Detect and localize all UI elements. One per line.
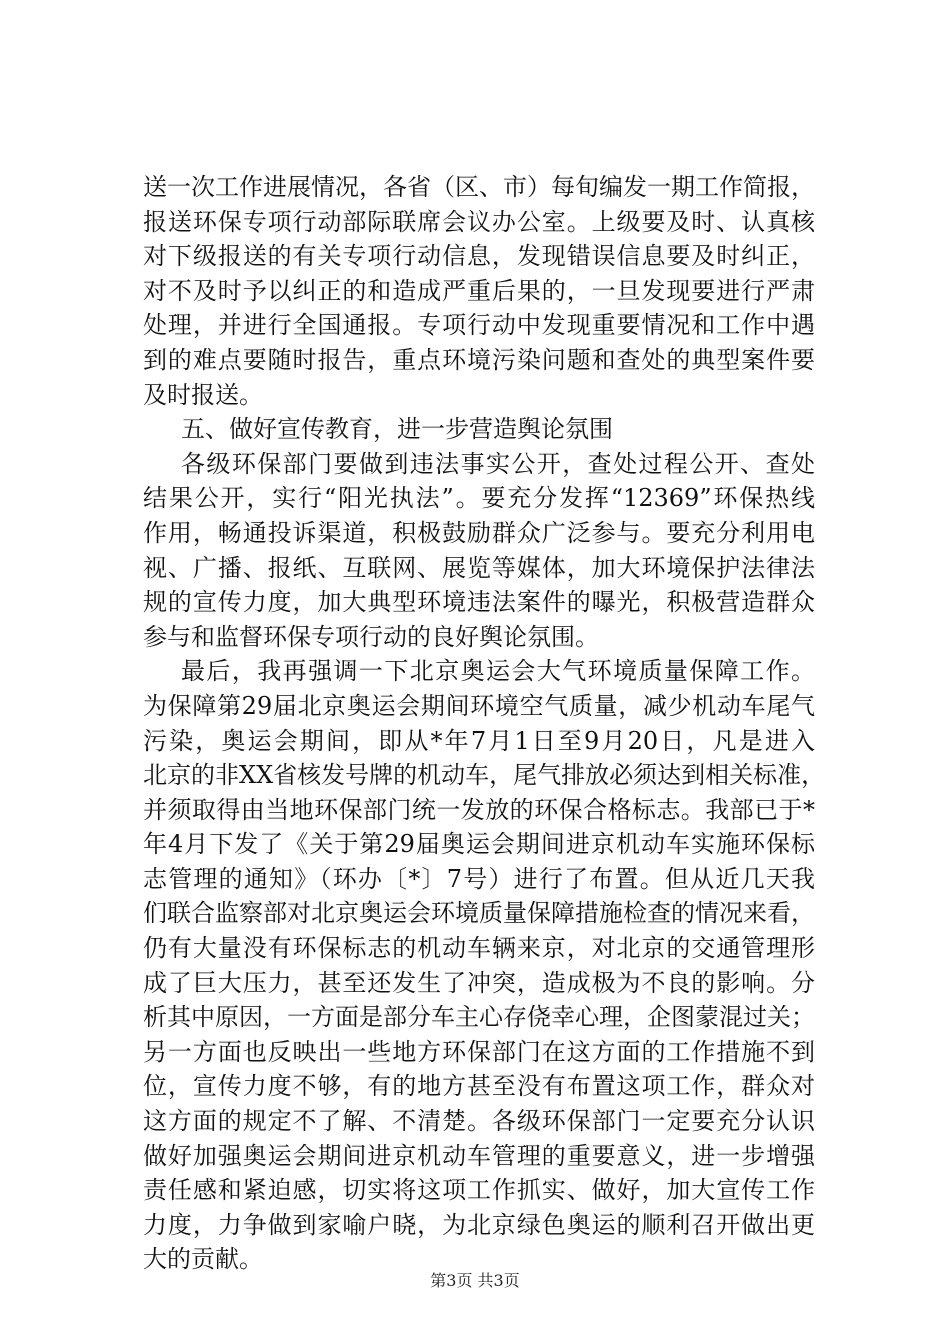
page-number: 第3页 共3页 (430, 1271, 520, 1290)
text-line: 大的贡献。 (143, 1245, 263, 1274)
text-line: 责任感和紧迫感，切实将这项工作抓实、做好，加大宣传工作 (143, 1176, 815, 1205)
text-line: 送一次工作进展情况，各省（区、市）每旬编发一期工作简报， (143, 173, 815, 201)
text-line: 析其中原因，一方面是部分车主心存侥幸心理，企图蒙混过关； (143, 1003, 815, 1032)
text-line: 污染，奥运会期间，即从*年7月1日至9月20日，凡是进入 (143, 726, 815, 755)
text-line: 对不及时予以纠正的和造成严重后果的，一旦发现要进行严肃 (143, 276, 815, 305)
text-line: 作用，畅通投诉渠道，积极鼓励群众广泛参与。要充分利用电 (143, 518, 815, 547)
text-line: 最后，我再强调一下北京奥运会大气环境质量保障工作。 (181, 657, 815, 686)
text-line: 结果公开，实行“阳光执法”。要充分发挥“12369”环保热线 (143, 484, 815, 513)
text-line: 年4月下发了《关于第29届奥运会期间进京机动车实施环保标 (143, 830, 815, 859)
text-line: 到的难点要随时报告，重点环境污染问题和查处的典型案件要 (143, 345, 815, 374)
section-heading: 五、做好宣传教育，进一步营造舆论氛围 (181, 415, 613, 444)
text-line: 报送环保专项行动部际联席会议办公室。上级要及时、认真核 (143, 207, 815, 236)
text-line: 视、广播、报纸、互联网、展览等媒体，加大环境保护法律法 (143, 553, 815, 582)
text-line: 做好加强奥运会期间进京机动车管理的重要意义，进一步增强 (143, 1141, 815, 1170)
text-line: 仍有大量没有环保标志的机动车辆来京，对北京的交通管理形 (143, 934, 815, 963)
text-line: 及时报送。 (143, 380, 263, 409)
text-line: 规的宣传力度，加大典型环境违法案件的曝光，积极营造群众 (143, 588, 815, 617)
document-body (143, 170, 826, 1277)
text-line: 北京的非XX省核发号牌的机动车，尾气排放必须达到相关标准， (143, 761, 826, 790)
text-line: 各级环保部门要做到违法事实公开，查处过程公开、查处 (181, 449, 815, 478)
text-line: 处理，并进行全国通报。专项行动中发现重要情况和工作中遇 (143, 311, 815, 340)
text-line: 另一方面也反映出一些地方环保部门在这方面的工作措施不到 (143, 1037, 815, 1066)
text-line: 这方面的规定不了解、不清楚。各级环保部门一定要充分认识 (143, 1107, 815, 1136)
text-line: 成了巨大压力，甚至还发生了冲突，造成极为不良的影响。分 (143, 968, 815, 997)
text-line: 并须取得由当地环保部门统一发放的环保合格标志。我部已于* (143, 795, 815, 824)
text-line: 为保障第29届北京奥运会期间环境空气质量，减少机动车尾气 (143, 691, 815, 720)
page-footer (0, 1270, 950, 1292)
text-line: 们联合监察部对北京奥运会环境质量保障措施检查的情况来看， (143, 899, 815, 928)
text-line: 力度，力争做到家喻户晓，为北京绿色奥运的顺利召开做出更 (143, 1210, 815, 1239)
text-line: 志管理的通知》（环办〔*〕7号）进行了布置。但从近几天我 (143, 864, 815, 893)
text-line: 位，宣传力度不够，有的地方甚至没有布置这项工作，群众对 (143, 1072, 815, 1101)
text-line: 参与和监督环保专项行动的良好舆论氛围。 (143, 622, 599, 651)
text-line: 对下级报送的有关专项行动信息，发现错误信息要及时纠正， (143, 242, 815, 271)
